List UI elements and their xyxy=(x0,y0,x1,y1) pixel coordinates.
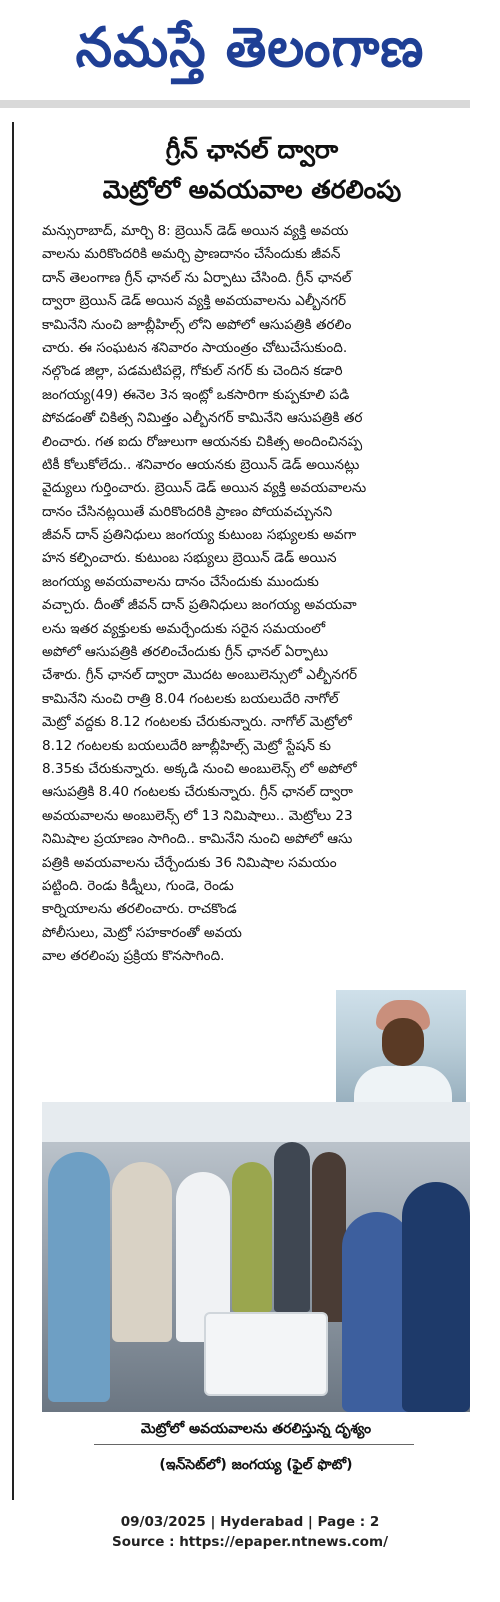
body-line: నిమిషాల ప్రయాణం సాగింది.. కామినేని నుంచి అపోలో ఆసు xyxy=(42,831,353,848)
body-line: జంగయ్య అవయవాలను దానం చేసేందుకు ముందుకు xyxy=(42,573,319,590)
body-line: కార్నియాలను తరలించారు. రాచకొండ xyxy=(42,901,237,918)
body-line: చేశారు. గ్రీన్ ఛానల్ ద్వారా మొదట అంబులెన్సులో ఎల్బీనగర్ xyxy=(42,667,358,684)
body-line: అవయవాలను అంబులెన్స్ లో 13 నిమిషాలు.. మెట్రోలు 23 xyxy=(42,807,353,824)
body-line: నల్గొండ జిల్లా, పడమటిపల్లె, గోకుల్ నగర్ కు చెందిన కడారి xyxy=(42,363,343,380)
body-line: జంగయ్య(49) ఈనెల 3న ఇంట్లో ఒకసారిగా కుప్పకూలి పడి xyxy=(42,386,350,403)
body-line: హన కల్పించారు. కుటుంబ సభ్యులు బ్రెయిన్ డెడ్ అయిన xyxy=(42,550,337,567)
body-line: చారు. ఈ సంఘటన శనివారం సాయంత్రం చోటుచేసుకుంది. xyxy=(42,339,348,356)
body-line: అపోలో ఆసుపత్రికి తరలించేందుకు గ్రీన్ ఛానల్ ఏర్పాటు xyxy=(42,644,329,661)
body-line: కామినేని నుంచి రాత్రి 8.04 గంటలకు బయలుదేరి నాగోల్ xyxy=(42,690,339,707)
inset-caption: (ఇన్‌సెట్‌లో) జంగయ్య (ఫైల్ ఫొటో) xyxy=(159,1457,353,1473)
body-line: ఆసుపత్రికి 8.40 గంటలకు చేరుకున్నారు. గ్రీన్ ఛానల్ ద్వారా xyxy=(42,784,353,801)
body-line: దానం చేసినట్లయితే మరికొందరికి ప్రాణం పోయవచ్చునని xyxy=(42,503,333,520)
metro-photo xyxy=(42,1102,470,1412)
body-line: ద్వారా బ్రెయిన్ డెడ్ అయిన వ్యక్తి అవయవాలను ఎల్బీనగర్ xyxy=(42,293,347,310)
headline-line-2: మెట్రోలో అవయవాల తరలింపు xyxy=(102,175,402,204)
body-line: వచ్చారు. దీంతో జీవన్ దాన్ ప్రతినిధులు జంగయ్య అవయవా xyxy=(42,597,357,614)
article xyxy=(12,122,480,1500)
body-line: దాన్ తెలంగాణ గ్రీన్ ఛానల్ ను ఏర్పాటు చేసింది. గ్రీన్ ఛానల్ xyxy=(42,269,352,286)
body-line: జీవన్ దాన్ ప్రతినిధులు జంగయ్య కుటుంబ సభ్యులకు అవగా xyxy=(42,527,357,544)
body-line: పోవడంతో చికిత్స నిమిత్తం ఎల్బీనగర్ కామినేని ఆసుపత్రికి తర xyxy=(42,410,363,427)
body-line: టికీ కోలుకోలేదు.. శనివారం ఆయనకు బ్రెయిన్ డెడ్ అయినట్లు xyxy=(42,456,360,473)
caption-divider xyxy=(94,1444,414,1445)
article-body xyxy=(42,220,474,969)
body-line: వాలను మరికొందరికి అమర్చి ప్రాణదానం చేసేందుకు జీవన్ xyxy=(42,246,341,263)
body-line: 8.12 గంటలకు బయలుదేరి జూబ్లీహిల్స్ మెట్రో స్టేషన్ కు xyxy=(42,737,331,754)
body-line: లించారు. గత ఐదు రోజులుగా ఆయనకు చికిత్స అందించినప్ప xyxy=(42,433,363,450)
body-line: మెట్రో వద్దకు 8.12 గంటలకు చేరుకున్నారు. నాగోల్ మెట్రోలో xyxy=(42,714,352,731)
masthead xyxy=(0,0,500,112)
footer-date-page: 09/03/2025 | Hyderabad | Page : 2 xyxy=(120,1514,380,1530)
body-line: వాల తరలింపు ప్రక్రియ కొనసాగింది. xyxy=(42,948,225,965)
photo-caption: మెట్రోలో అవయవాలను తరలిస్తున్న దృశ్యం xyxy=(140,1421,372,1437)
body-line: 8.35కు చేరుకున్నారు. అక్కడి నుంచి అంబులెన్స్ లో అపోలో xyxy=(42,760,357,777)
masthead-rule xyxy=(0,100,470,108)
body-line: కామినేని నుంచి జూబ్లీహిల్స్ లోని అపోలో ఆసుపత్రికి తరలిం xyxy=(42,316,352,333)
body-line: వైద్యులు గుర్తించారు. బ్రెయిన్ డెడ్ అయిన వ్యక్తి అవయవాలను xyxy=(42,480,367,497)
body-line: పోలీసులు, మెట్రో సహకారంతో అవయ xyxy=(42,924,242,941)
body-line: లను ఇతర వ్యక్తులకు అమర్చేందుకు సరైన సమయంలో xyxy=(42,620,326,637)
body-line: పత్రికి అవయవాలను చేర్చేందుకు 36 నిమిషాల సమయం xyxy=(42,854,337,871)
body-line: పట్టింది. రెండు కిడ్నీలు, గుండె, రెండు xyxy=(42,877,234,894)
footer-source: Source : https://epaper.ntnews.com/ xyxy=(111,1534,389,1550)
body-line: మన్సురాబాద్, మార్చి 8: బ్రెయిన్ డెడ్ అయిన వ్యక్తి అవయ xyxy=(42,223,349,239)
page-footer xyxy=(0,1512,500,1552)
article-headline xyxy=(24,130,480,210)
headline-line-1: గ్రీన్ ఛానల్ ద్వారా xyxy=(165,135,339,164)
newspaper-logo: నమస్తే తెలంగాణ xyxy=(75,15,425,80)
